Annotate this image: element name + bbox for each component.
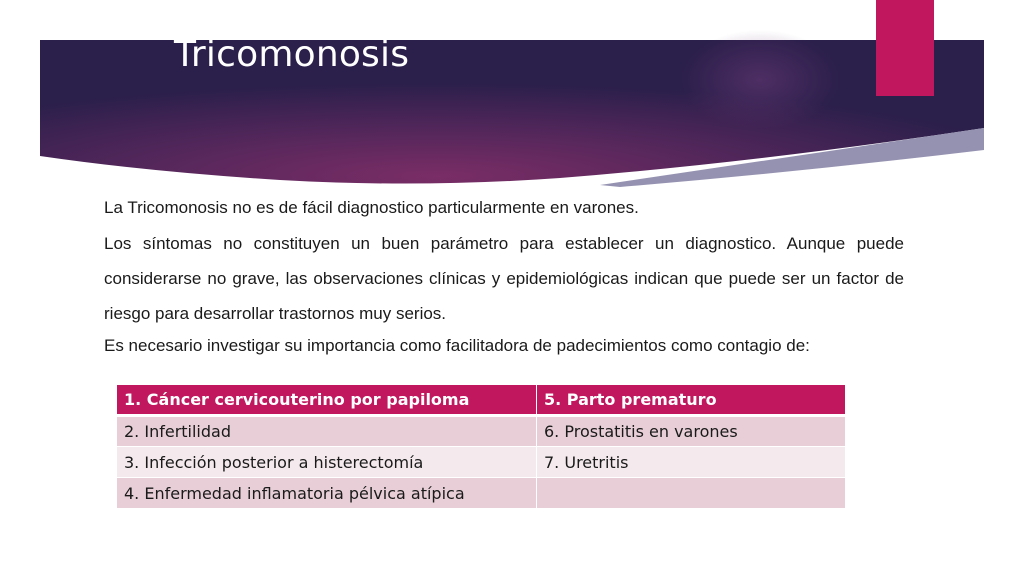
- table-cell: 7. Uretritis: [537, 447, 846, 478]
- accent-bar: [876, 0, 934, 96]
- paragraph-diagnosis: La Tricomonosis no es de fácil diagnostico particularmente en varones.: [104, 198, 639, 217]
- table-cell: 2. Infertilidad: [117, 416, 537, 447]
- paragraph-symptoms: Los síntomas no constituyen un buen parámetro para establecer un diagnostico. Aunque puede considerarse no grave, las observaciones clínicas y epidemiológicas indican que puede ser un factor de riesgo para desarrollar trastornos muy serios.: [104, 234, 904, 323]
- banner-background: [0, 0, 1024, 200]
- slide-title: Tricomonosis: [174, 34, 410, 75]
- table-cell: 3. Infección posterior a histerectomía: [117, 447, 537, 478]
- table-header-cell: 1. Cáncer cervicouterino por papiloma: [117, 385, 537, 416]
- table-header-row: [117, 385, 846, 416]
- table-row: [117, 478, 846, 509]
- banner-highlight: [680, 30, 840, 130]
- table-cell: 4. Enfermedad inflamatoria pélvica atípica: [117, 478, 537, 509]
- table-header-cell: 5. Parto prematuro: [537, 385, 846, 416]
- title-banner: [0, 0, 1024, 200]
- table-row: [117, 447, 846, 478]
- paragraph-investigation: Es necesario investigar su importancia como facilitadora de padecimientos como contagio de:: [104, 336, 810, 355]
- table-cell: 6. Prostatitis en varones: [537, 416, 846, 447]
- slide-body: [104, 194, 904, 360]
- table-cell: [537, 478, 846, 509]
- table-row: [117, 416, 846, 447]
- conditions-table: [116, 384, 846, 509]
